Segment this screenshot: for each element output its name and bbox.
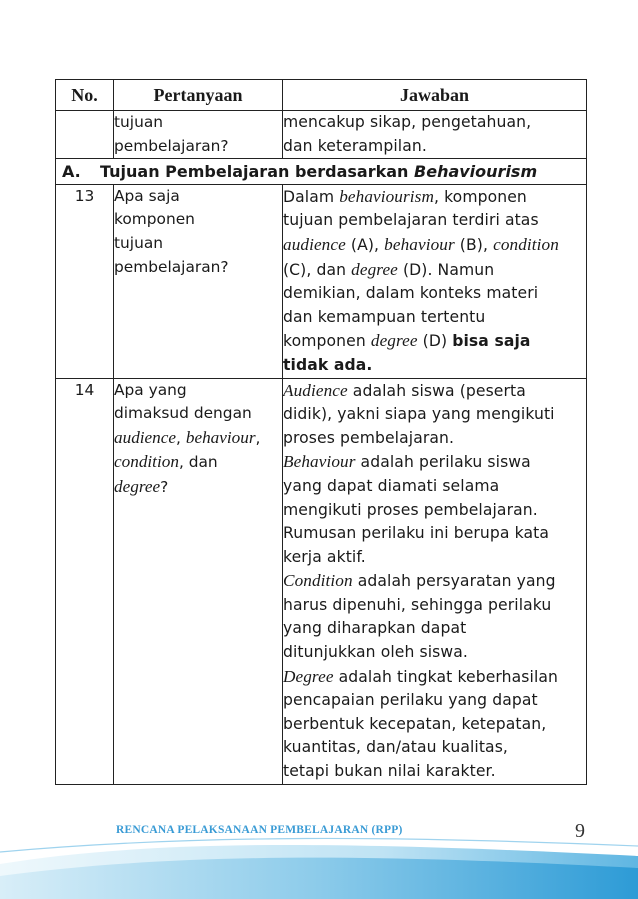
answer-line: [283, 379, 586, 404]
page-footer: [0, 812, 638, 899]
text: adalah perilaku siswa: [355, 453, 531, 472]
answer-line: dan keterampilan.: [283, 136, 427, 155]
term: Audience: [283, 380, 348, 400]
cell-answer: [283, 184, 587, 378]
answer-line: [283, 354, 586, 378]
text: Dalam: [283, 187, 340, 206]
term: degree: [351, 259, 398, 279]
question-line: [114, 475, 282, 500]
section-row: [56, 159, 587, 185]
cell-no: [56, 111, 114, 159]
text: ,: [255, 428, 261, 447]
term: behaviourism: [339, 186, 434, 206]
answer-line: kerja aktif.: [283, 547, 366, 566]
text: adalah tingkat keberhasilan: [333, 667, 559, 686]
answer-line: harus dipenuhi, sehingga perilaku: [283, 595, 552, 614]
text: ,: [176, 428, 186, 447]
term: Behaviour: [283, 452, 356, 472]
term: behaviour: [185, 427, 256, 447]
running-title: RENCANA PELAKSANAAN PEMBELAJARAN (RPP): [116, 824, 403, 836]
answer-line: didik), yakni siapa yang mengikuti: [283, 405, 555, 424]
text: (D). Namun: [397, 260, 495, 279]
answer-line: proses pembelajaran.: [283, 428, 455, 447]
answer-line: yang diharapkan dapat: [283, 619, 467, 638]
question-line: Apa yang: [114, 380, 187, 399]
question-line: Apa saja: [114, 186, 180, 205]
question-line: pembelajaran?: [114, 257, 229, 276]
question-line: [114, 426, 282, 451]
table-row-continued: [56, 111, 587, 159]
term: behaviour: [384, 234, 455, 254]
term: Degree: [283, 666, 334, 686]
text: (D): [417, 332, 453, 351]
header-question: Pertanyaan: [114, 80, 283, 111]
answer-line: [283, 665, 586, 690]
term: audience: [283, 234, 346, 254]
question-line: pembelajaran?: [114, 136, 229, 155]
emphasis: bisa saja: [452, 332, 531, 351]
term: degree: [114, 476, 161, 496]
header-no: No.: [56, 80, 114, 111]
answer-line: ditunjukkan oleh siswa.: [283, 643, 468, 662]
answer-line: mengikuti proses pembelajaran.: [283, 500, 538, 519]
question-line: dimaksud dengan: [114, 404, 252, 423]
text: , komponen: [433, 187, 527, 206]
cell-answer: [283, 111, 587, 159]
section-letter: A.: [62, 162, 81, 182]
text: komponen: [283, 332, 371, 351]
answer-line: [283, 233, 586, 258]
answer-line: [283, 569, 586, 594]
answer-line: dan kemampuan tertentu: [283, 307, 486, 326]
term: Condition: [283, 571, 353, 591]
answer-line: berbentuk kecepatan, ketepatan,: [283, 714, 547, 733]
answer-line: Rumusan perilaku ini berupa kata: [283, 524, 550, 543]
answer-line: kuantitas, dan/atau kualitas,: [283, 738, 508, 757]
page-number: 9: [575, 820, 585, 842]
text: ?: [160, 477, 169, 496]
text: (A),: [345, 235, 385, 254]
cell-question: [114, 111, 283, 159]
qa-table: [55, 79, 587, 785]
term: condition: [114, 452, 179, 472]
text: (B),: [454, 235, 494, 254]
question-line: tujuan: [114, 233, 164, 252]
table-row-13: [56, 184, 587, 378]
term: degree: [370, 331, 418, 351]
answer-line: mencakup sikap, pengetahuan,: [283, 113, 532, 131]
answer-line: yang dapat diamati selama: [283, 476, 500, 495]
row-number: 14: [56, 378, 114, 784]
emphasis: tidak ada.: [283, 355, 373, 374]
text: adalah persyaratan yang: [352, 572, 556, 591]
section-heading: [56, 159, 587, 185]
term: condition: [493, 234, 559, 254]
answer-line: [283, 258, 586, 283]
cell-question: [114, 184, 283, 378]
table-header-row: [56, 80, 587, 111]
text: (C), dan: [283, 260, 352, 279]
answer-line: [283, 450, 586, 475]
header-answer: Jawaban: [283, 80, 587, 111]
question-line: [114, 450, 282, 475]
section-title-italic: Behaviourism: [414, 162, 538, 182]
answer-line: tetapi bukan nilai karakter.: [283, 762, 496, 781]
table-row-14: [56, 378, 587, 784]
question-line: komponen: [114, 210, 195, 229]
cell-question: [114, 378, 283, 784]
section-title: Tujuan Pembelajaran berdasarkan: [100, 162, 409, 182]
text: , dan: [178, 453, 218, 472]
answer-line: demikian, dalam konteks materi: [283, 284, 539, 303]
row-number: 13: [56, 184, 114, 378]
answer-line: tujuan pembelajaran terdiri atas: [283, 211, 539, 230]
text: adalah siswa (peserta: [347, 381, 526, 400]
term: audience: [114, 427, 177, 447]
answer-line: pencapaian perilaku yang dapat: [283, 691, 538, 710]
answer-line: [283, 329, 586, 354]
cell-answer: [283, 378, 587, 784]
answer-line: [283, 185, 586, 210]
question-line: tujuan: [114, 113, 164, 131]
